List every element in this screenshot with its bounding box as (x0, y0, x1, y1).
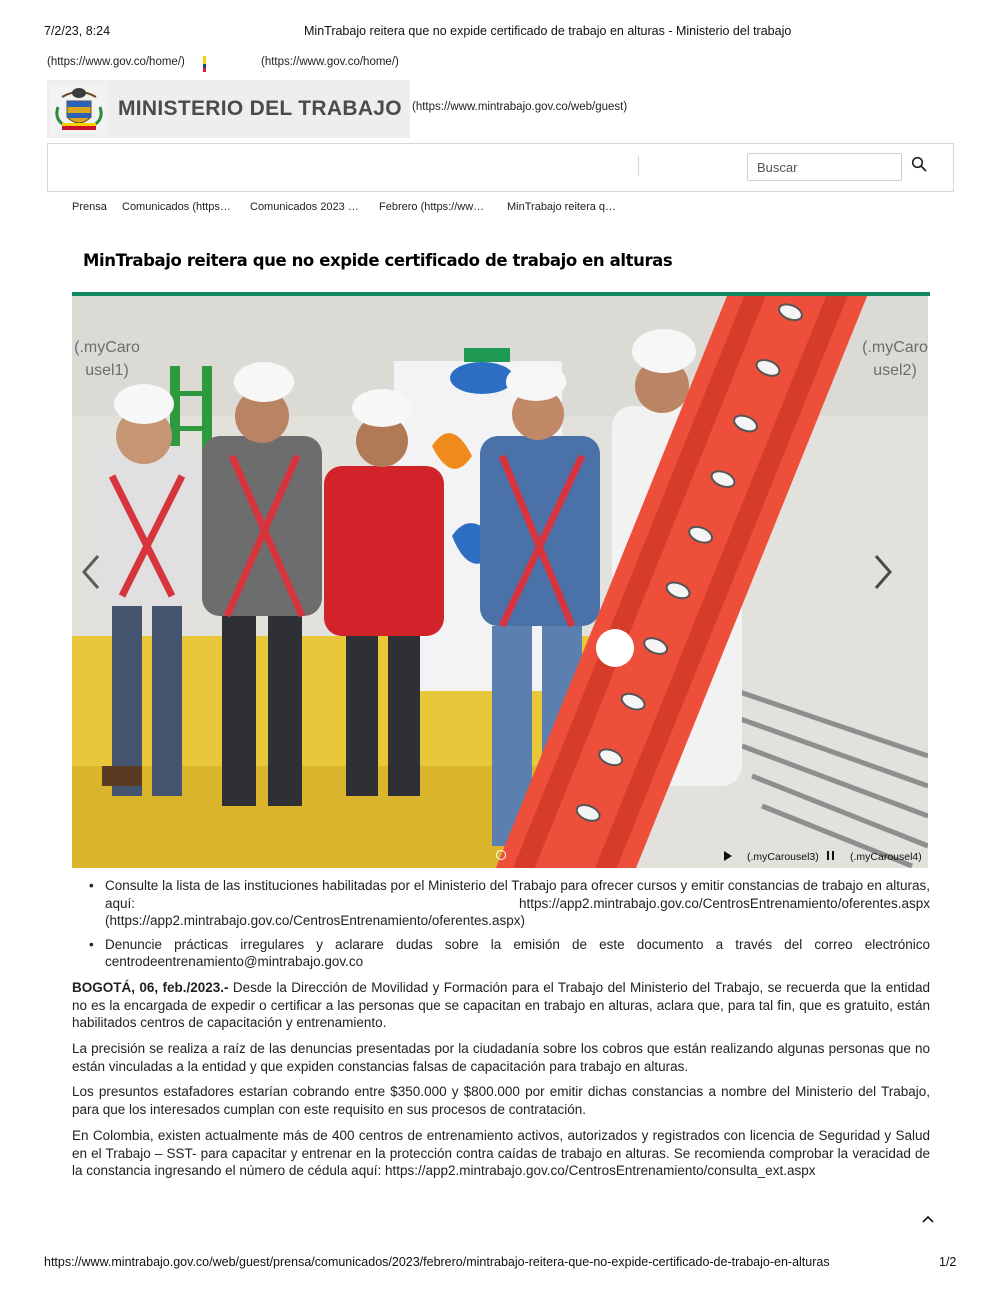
article-paragraph: En Colombia, existen actualmente más de 400 centros de entrenamiento activos, autorizados y registrados con licencia de Seguridad y Salud en el Trabajo – SST- para capacitar y entrenar en la protección contra caídas de trabajo en alturas. Se recomienda comprobar la veracidad de la constancia ingresando el número de cédula aquí: https://app2.mintrabajo.gov.co/CentrosEntrenamiento/consulta_ext.aspx (72, 1128, 930, 1178)
carousel-control-4[interactable]: (.myCarousel4) (850, 851, 922, 863)
article-paragraph: La precisión se realiza a raíz de las denuncias presentadas por la ciudadanía sobre los cobros que están realizando algunas personas que no están vinculadas a la entidad y que expiden constancias falsas de capacitación para trabajo en alturas. (72, 1041, 930, 1074)
breadcrumb-item-febrero[interactable]: Febrero (https://ww… (379, 201, 485, 213)
search-divider (638, 156, 639, 176)
ministry-name[interactable]: MINISTERIO DEL TRABAJO (118, 97, 402, 120)
breadcrumb-item-comunicados[interactable]: Comunicados (https… (122, 201, 231, 213)
chevron-right-icon[interactable] (868, 552, 896, 592)
print-title: MinTrabajo reitera que no expide certificado de trabajo en alturas - Ministerio del trabajo (304, 24, 792, 38)
carousel-indicator[interactable] (496, 850, 506, 860)
chevron-up-icon[interactable] (920, 1213, 936, 1225)
coat-of-arms-icon (50, 83, 108, 135)
ministry-home-link[interactable]: (https://www.mintrabajo.gov.co/web/guest) (412, 101, 628, 113)
gov-home-link[interactable]: (https://www.gov.co/home/) (47, 56, 185, 68)
breadcrumb-item-current: MinTrabajo reitera q… (507, 201, 617, 213)
article-paragraph: BOGOTÁ, 06, feb./2023.- Desde la Dirección de Movilidad y Formación para el Trabajo del Ministerio del Trabajo, se recuerda que la entidad no es la encargada de expedir o certificar a las personas que se capacitan en trabajo en alturas, aclara que, para tal fin, que es gratuito, están habilitados centros de capacitación y entrenamiento. (72, 980, 930, 1030)
gov-home-link-secondary[interactable]: (https://www.gov.co/home/) (261, 56, 399, 68)
carousel-control-3[interactable]: (.myCarousel3) (747, 851, 819, 863)
search-icon[interactable] (911, 156, 927, 172)
article-paragraph: Los presuntos estafadores estarían cobrando entre $350.000 y $800.000 por emitir dichas constancias a nombre del Ministerio del Trabajo, para que los interesados cumplan con este requisito en sus procesos de contratación. (72, 1084, 930, 1117)
search-input[interactable] (747, 153, 902, 181)
print-page-number: 1/2 (939, 1255, 957, 1269)
play-icon[interactable] (724, 851, 732, 861)
pause-icon[interactable] (827, 851, 834, 860)
print-date: 7/2/23, 8:24 (44, 24, 111, 38)
chevron-left-icon[interactable] (78, 552, 106, 592)
gov-flag-icon (203, 56, 206, 72)
list-item[interactable]: • Denuncie prácticas irregulares y aclarare dudas sobre la emisión de este documento a través del correo electrónico centrodeentrenamiento@mintrabajo.gov.co (72, 936, 930, 971)
carousel-photo (72, 296, 928, 868)
print-url: https://www.mintrabajo.gov.co/web/guest/prensa/comunicados/2023/febrero/mintrabajo-reitera-que-no-expide-certificado-de-trabajo-en-alturas (44, 1255, 830, 1269)
page-title: MinTrabajo reitera que no expide certificado de trabajo en alturas (83, 251, 673, 270)
carousel-focus-dot (596, 629, 634, 667)
summary-list (72, 877, 930, 977)
image-carousel[interactable] (72, 296, 928, 868)
list-item[interactable]: • Consulte la lista de las instituciones habilitadas por el Ministerio del Trabajo para ofrecer cursos y emitir constancias de trabajo en alturas, aquí: https://app2.mintrabajo.gov.co/CentrosEntrenamiento/oferentes.aspx (https://app2.mintrabajo.gov.co/CentrosEntrenamiento/oferentes.aspx) (72, 877, 930, 930)
carousel-prev-label[interactable]: (.myCaro usel1) (74, 339, 140, 379)
carousel-next-label[interactable]: (.myCaro usel2) (862, 339, 928, 379)
breadcrumb-item-prensa[interactable]: Prensa (72, 201, 107, 213)
breadcrumb-item-comunicados-2023[interactable]: Comunicados 2023 … (250, 201, 359, 213)
dateline: BOGOTÁ, 06, feb./2023.- (72, 980, 229, 995)
